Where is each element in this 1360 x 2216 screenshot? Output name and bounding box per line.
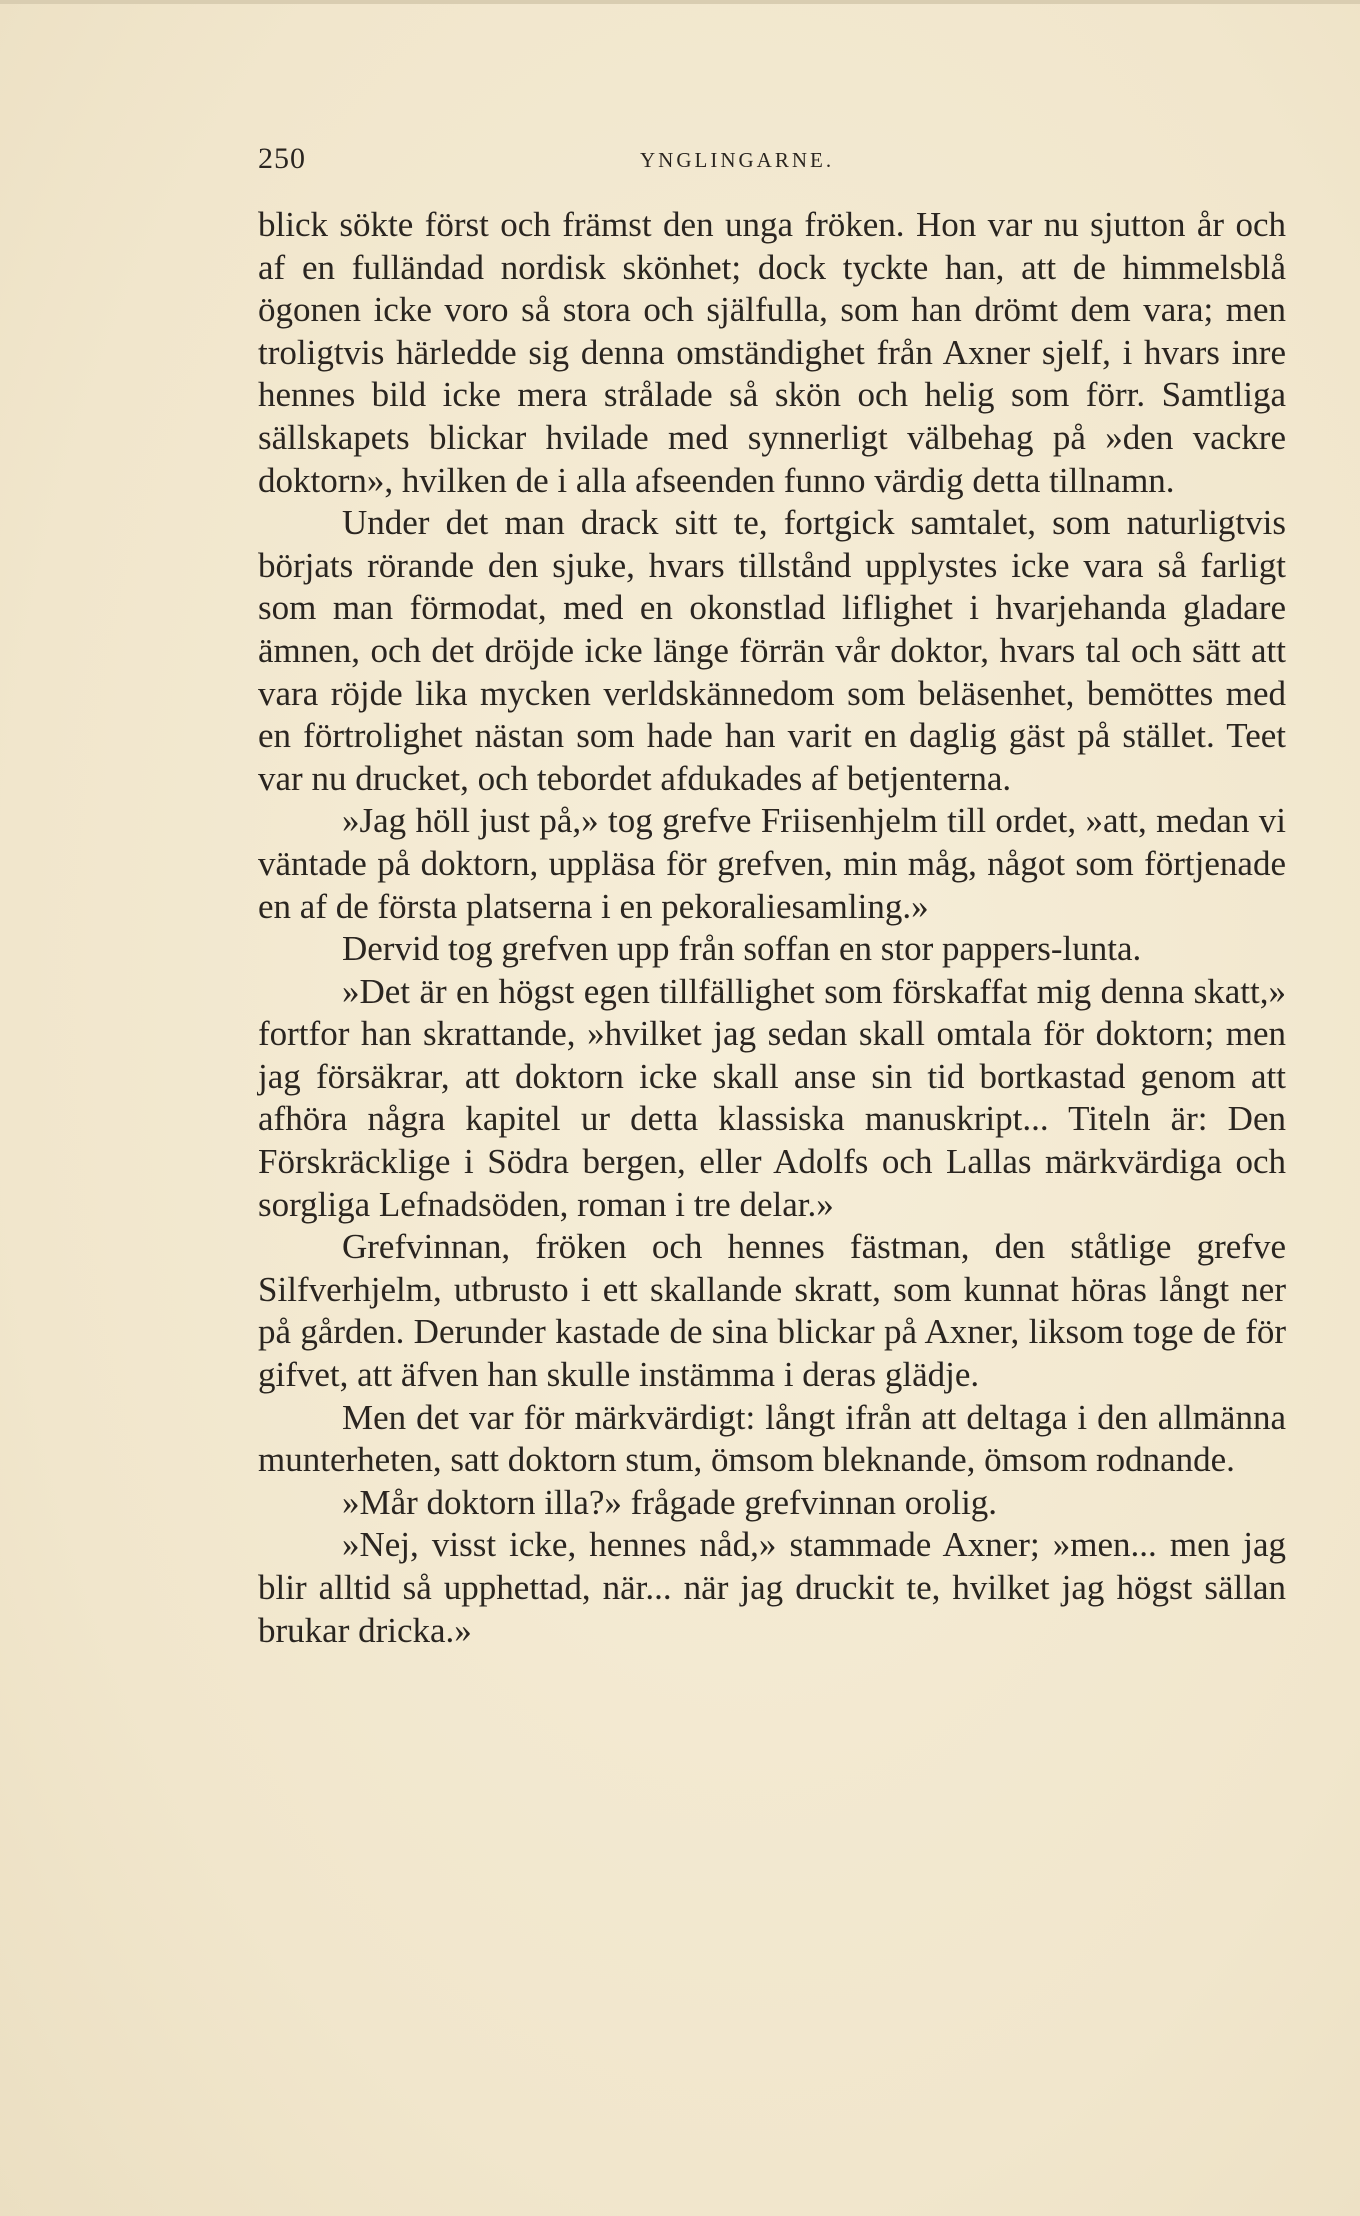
running-title: YNGLINGARNE. [640, 148, 835, 172]
paragraph: »Nej, visst icke, hennes nåd,» stammade Axner; »men... men jag blir alltid så upphettad, när... när jag druckit te, hvilket jag högst sällan brukar dricka.» [258, 1525, 1286, 1650]
paragraph: »Det är en högst egen tillfällighet som förskaffat mig denna skatt,» fortfor han skrattande, »hvilket jag sedan skall omtala för doktorn; men jag försäkrar, att doktorn icke skall anse sin tid bortkastad genom att afhöra några kapitel ur detta klassiska manuskript... Titeln är: Den Förskräcklige i Södra bergen, eller Adolfs och Lallas märkvärdiga och sorgliga Lefnadsöden, roman i tre delar.» [258, 971, 1286, 1224]
running-head [258, 142, 1286, 182]
page-number: 250 [258, 142, 306, 175]
paragraph: »Mår doktorn illa?» frågade grefvinnan orolig. [342, 1482, 998, 1522]
paragraph: »Jag höll just på,» tog grefve Friisenhjelm till ordet, »att, medan vi väntade på doktorn, uppläsa för grefven, min måg, något som förtjenade en af de första platserna i en pekoraliesamling.» [258, 801, 1286, 926]
paragraph: Under det man drack sitt te, fortgick samtalet, som naturligtvis börjats rörande den sjuke, hvars tillstånd upplystes icke vara så farligt som man förmodat, med en okonstlad liflighet i hvarjehanda gladare ämnen, och det dröjde icke länge förrän vår doktor, hvars tal och sätt att vara röjde lika mycken verldskännedom som beläsenhet, bemöttes med en förtrolighet nästan som hade han varit en daglig gäst på stället. Teet var nu drucket, och tebordet afdukades af betjenterna. [258, 503, 1286, 798]
paragraph: blick sökte först och främst den unga fröken. Hon var nu sjutton år och af en fulländad nordisk skönhet; dock tyckte han, att de himmelsblå ögonen icke voro så stora och själfulla, som han drömt dem vara; men troligtvis härledde sig denna omständighet från Axner sjelf, i hvars inre hennes bild icke mera strålade så skön och helig som förr. Samtliga sällskapets blickar hvilade med synnerligt välbehag på »den vackre doktorn», hvilken de i alla afseenden funno värdig detta tillnamn. [258, 205, 1286, 500]
page-edge [0, 0, 1360, 4]
paragraph: Men det var för märkvärdigt: långt ifrån att deltaga i den allmänna munterheten, satt doktorn stum, ömsom bleknande, ömsom rodnande. [258, 1397, 1286, 1480]
text-body [258, 204, 1286, 1652]
paragraph: Grefvinnan, fröken och hennes fästman, den ståtlige grefve Silfverhjelm, utbrusto i ett skallande skratt, som kunnat höras långt ner på gården. Derunder kastade de sina blickar på Axner, liksom toge de för gifvet, att äfven han skulle instämma i deras glädje. [258, 1227, 1286, 1395]
paragraph: Dervid tog grefven upp från soffan en stor pappers-lunta. [342, 929, 1142, 969]
